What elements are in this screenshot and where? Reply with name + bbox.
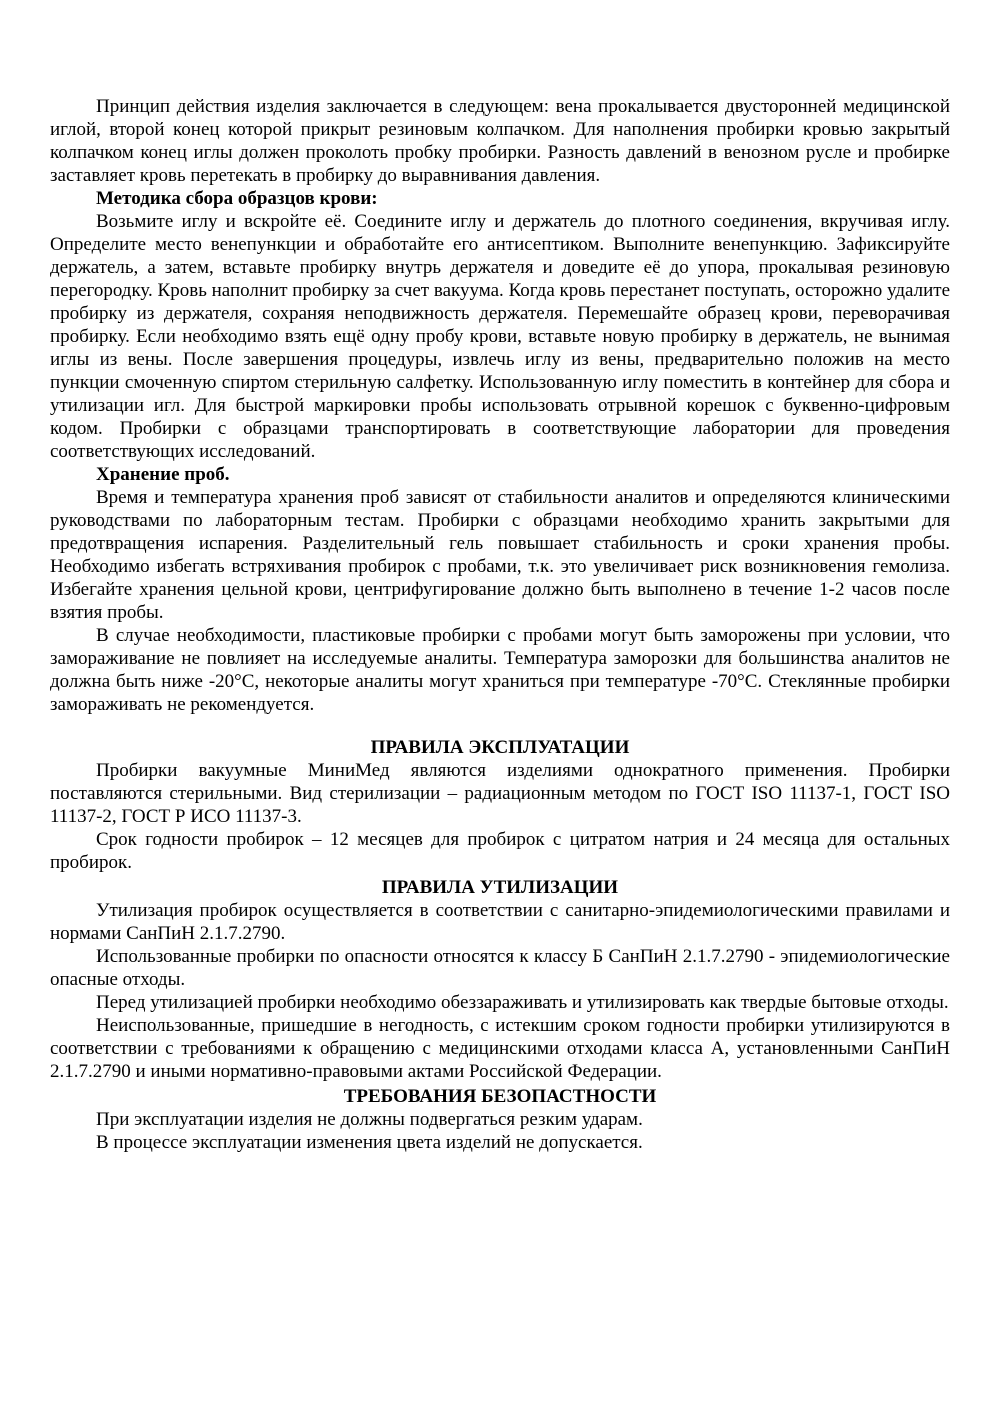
section-title-safety-requirements: ТРЕБОВАНИЯ БЕЗОПАСТНОСТИ: [343, 1086, 657, 1107]
paragraph-used-tubes-class-b: Использованные пробирки по опасности относятся к классу Б СанПиН 2.1.7.2790 - эпидемиологические опасные отходы.: [50, 946, 950, 990]
paragraph-operating-principle: Принцип действия изделия заключается в следующем: вена прокалывается двусторонней медицинской иглой, второй конец которой прикрыт резиновым колпачком. Для наполнения пробирки кровью закрытый колпачком конец иглы должен проколоть пробку пробирки. Разность давлений в венозном русле и пробирке заставляет кровь перетекать в пробирку до выравнивания давления.: [50, 96, 950, 186]
paragraph-disinfection-before-disposal: Перед утилизацией пробирки необходимо обеззараживать и утилизировать как твердые бытовые отходы.: [96, 992, 949, 1013]
paragraph-no-color-change: В процессе эксплуатации изменения цвета изделий не допускается.: [96, 1132, 643, 1153]
section-title-disposal-rules: ПРАВИЛА УТИЛИЗАЦИИ: [381, 877, 619, 898]
paragraph-single-use-sterilization: Пробирки вакуумные МиниМед являются изделиями однократного применения. Пробирки поставляются стерильными. Вид стерилизации – радиационным методом по ГОСТ ISO 11137-1, ГОСТ ISO 11137-2, ГОСТ Р ИСО 11137-3.: [50, 760, 950, 827]
subheading-sample-storage: Хранение проб.: [96, 464, 230, 485]
paragraph-freezing-conditions: В случае необходимости, пластиковые пробирки с пробами могут быть заморожены при условии, что замораживание не повлияет на исследуемые аналиты. Температура заморозки для большинства аналитов не должна быть ниже -20°С, некоторые аналиты могут храниться при температуре -70°С. Стеклянные пробирки замораживать не рекомендуется.: [50, 625, 950, 715]
paragraph-shelf-life: Срок годности пробирок – 12 месяцев для пробирок с цитратом натрия и 24 месяца для остальных пробирок.: [50, 829, 950, 873]
section-title-operation-rules: ПРАВИЛА ЭКСПЛУАТАЦИИ: [370, 737, 630, 758]
subheading-blood-sample-collection: Методика сбора образцов крови:: [96, 188, 378, 209]
paragraph-collection-procedure: Возьмите иглу и вскройте её. Соедините иглу и держатель до плотного соединения, вкручивая иглу. Определите место венепункции и обработайте его антисептиком. Выполните венепункцию. Зафиксируйте держатель, а затем, вставьте пробирку внутрь держателя и доведите её до упора, прокалывая резиновую перегородку. Кровь наполнит пробирку за счет вакуума. Когда кровь перестанет поступать, осторожно удалите пробирку из держателя, сохраняя неподвижность держателя. Перемешайте образец крови, переворачивая пробирку. Если необходимо взять ещё одну пробу крови, вставьте новую пробирку в держатель, не вынимая иглы из вены. После завершения процедуры, извлечь иглу из вены, предварительно положив на место пункции смоченную спиртом стерильную салфетку. Использованную иглу поместить в контейнер для сбора и утилизации игл. Для быстрой маркировки пробы использовать отрывной корешок с буквенно-цифровым кодом. Пробирки с образцами транспортировать в соответствующие лаборатории для проведения соответствующих исследований.: [50, 211, 950, 462]
paragraph-no-sharp-impacts: При эксплуатации изделия не должны подвергаться резким ударам.: [96, 1109, 643, 1130]
paragraph-disposal-sanpin: Утилизация пробирок осуществляется в соответствии с санитарно-эпидемиологическими правилами и нормами СанПиН 2.1.7.2790.: [50, 900, 950, 944]
paragraph-unused-tubes-class-a: Неиспользованные, пришедшие в негодность, с истекшим сроком годности пробирки утилизируются в соответствии с требованиями к обращению с медицинскими отходами класса А, установленными СанПиН 2.1.7.2790 и иными нормативно-правовыми актами Российской Федерации.: [50, 1015, 950, 1082]
paragraph-storage-conditions: Время и температура хранения проб зависят от стабильности аналитов и определяются клиническими руководствами по лабораторным тестам. Пробирки с образцами необходимо хранить закрытыми для предотвращения испарения. Разделительный гель повышает стабильность и сроки хранения пробы. Необходимо избегать встряхивания пробирок с пробами, т.к. это увеличивает риск возникновения гемолиза. Избегайте хранения цельной крови, центрифугирование должно быть выполнено в течение 1-2 часов после взятия пробы.: [50, 487, 950, 623]
